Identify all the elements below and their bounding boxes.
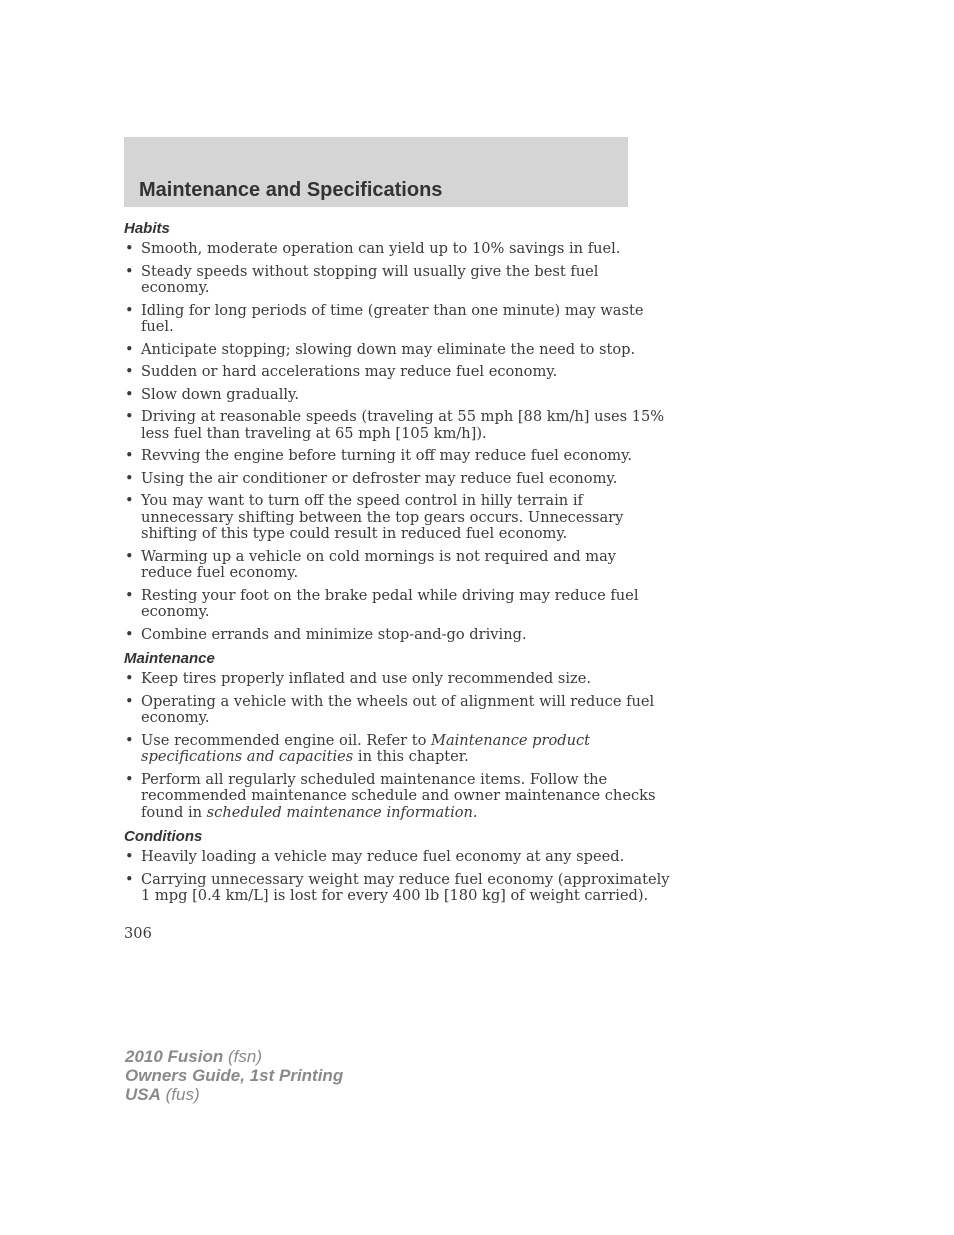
- list-item-line: recommended maintenance schedule and owner maintenance checks: [141, 787, 656, 804]
- main-content: [124, 219, 670, 911]
- list-item-line: Operating a vehicle with the wheels out of alignment will reduce fuel: [141, 692, 655, 710]
- habits-list: [124, 240, 665, 643]
- list-item-line: economy.: [141, 709, 210, 726]
- footer-model-code: (fsn): [228, 1047, 262, 1066]
- list-item-line: Anticipate stopping; slowing down may eliminate the need to stop.: [141, 340, 636, 358]
- list-item-line: Sudden or hard accelerations may reduce fuel economy.: [141, 363, 558, 380]
- list-item: [124, 387, 634, 404]
- footer-region: USA: [125, 1085, 161, 1104]
- list-item: [124, 408, 665, 442]
- list-item-line: less fuel than traveling at 65 mph [105 km/h]).: [141, 424, 487, 442]
- list-item: [124, 301, 644, 336]
- list-item: [124, 549, 634, 582]
- list-item-line: Perform all regularly scheduled maintenance items. Follow the: [141, 770, 608, 788]
- list-item-line: reduce fuel economy.: [141, 564, 299, 581]
- list-item-line: Idling for long periods of time (greater than one minute) may waste: [141, 301, 644, 319]
- list-item-text: found in: [141, 803, 207, 821]
- page-number: 306: [124, 925, 152, 942]
- list-item-line: fuel.: [141, 318, 174, 335]
- list-item-line: Revving the engine before turning it off may reduce fuel economy.: [141, 447, 633, 464]
- footer-guide-line: [125, 1066, 343, 1085]
- habits-heading: Habits: [124, 220, 170, 237]
- list-item: [124, 770, 656, 822]
- section-header-band: [124, 137, 628, 207]
- list-item: [124, 264, 634, 297]
- list-item-line: 1 mpg [0.4 km/L] is lost for every 400 lb [180 kg] of weight carried).: [141, 887, 649, 904]
- list-item: [124, 733, 634, 766]
- list-item-line: shifting of this type could result in reduced fuel economy.: [141, 525, 568, 542]
- list-item: [124, 692, 655, 727]
- cross-reference: specifications and capacities: [141, 748, 354, 765]
- list-item-line: economy.: [141, 279, 210, 296]
- list-item-text: Use recommended engine oil. Refer to: [141, 731, 431, 749]
- list-item: [124, 493, 634, 543]
- footer-model: 2010 Fusion: [125, 1047, 224, 1066]
- list-item: [124, 671, 634, 688]
- list-item-line: Resting your foot on the brake pedal while driving may reduce fuel: [141, 586, 639, 604]
- list-item-line: Combine errands and minimize stop-and-go driving.: [141, 625, 527, 643]
- list-item-line: Smooth, moderate operation can yield up to 10% savings in fuel.: [141, 240, 621, 257]
- maintenance-list: [124, 670, 656, 821]
- list-item: [124, 364, 634, 381]
- cross-reference: Maintenance product: [431, 731, 591, 749]
- list-item: [124, 241, 634, 258]
- footer-guide: Owners Guide, 1st Printing: [125, 1066, 344, 1085]
- list-item: [124, 870, 670, 905]
- list-item: [124, 849, 634, 866]
- footer-model-line: [125, 1047, 343, 1066]
- list-item: [124, 471, 634, 488]
- list-item-line: You may want to turn off the speed control in hilly terrain if: [141, 492, 583, 509]
- list-item-line: Slow down gradually.: [141, 385, 299, 403]
- list-item-line: Warming up a vehicle on cold mornings is not required and may: [141, 547, 617, 565]
- document-footer: [125, 1047, 343, 1104]
- list-item: [124, 627, 634, 644]
- list-item-text: in this chapter.: [353, 748, 469, 765]
- footer-region-code: (fus): [165, 1085, 200, 1104]
- page-title: Maintenance and Specifications: [139, 179, 443, 201]
- cross-reference: scheduled maintenance information.: [206, 803, 478, 821]
- list-item-line: Using the air conditioner or defroster may reduce fuel economy.: [141, 469, 618, 487]
- list-item-line: Carrying unnecessary weight may reduce fuel economy (approximately: [141, 870, 670, 888]
- conditions-heading: Conditions: [124, 828, 203, 845]
- list-item-line: economy.: [141, 603, 210, 620]
- list-item-line: Keep tires properly inflated and use only recommended size.: [141, 670, 591, 687]
- list-item: [124, 586, 639, 621]
- list-item-line: unnecessary shifting between the top gears occurs. Unnecessary: [141, 508, 624, 526]
- maintenance-heading: Maintenance: [124, 650, 215, 667]
- list-item: [124, 342, 634, 359]
- list-item-line: Driving at reasonable speeds (traveling at 55 mph [88 km/h] uses 15%: [141, 408, 665, 425]
- conditions-list: [124, 848, 670, 905]
- list-item-line: Steady speeds without stopping will usually give the best fuel: [141, 262, 599, 280]
- list-item: [124, 448, 634, 465]
- list-item-line: Heavily loading a vehicle may reduce fuel economy at any speed.: [141, 848, 625, 865]
- footer-region-line: [125, 1085, 343, 1104]
